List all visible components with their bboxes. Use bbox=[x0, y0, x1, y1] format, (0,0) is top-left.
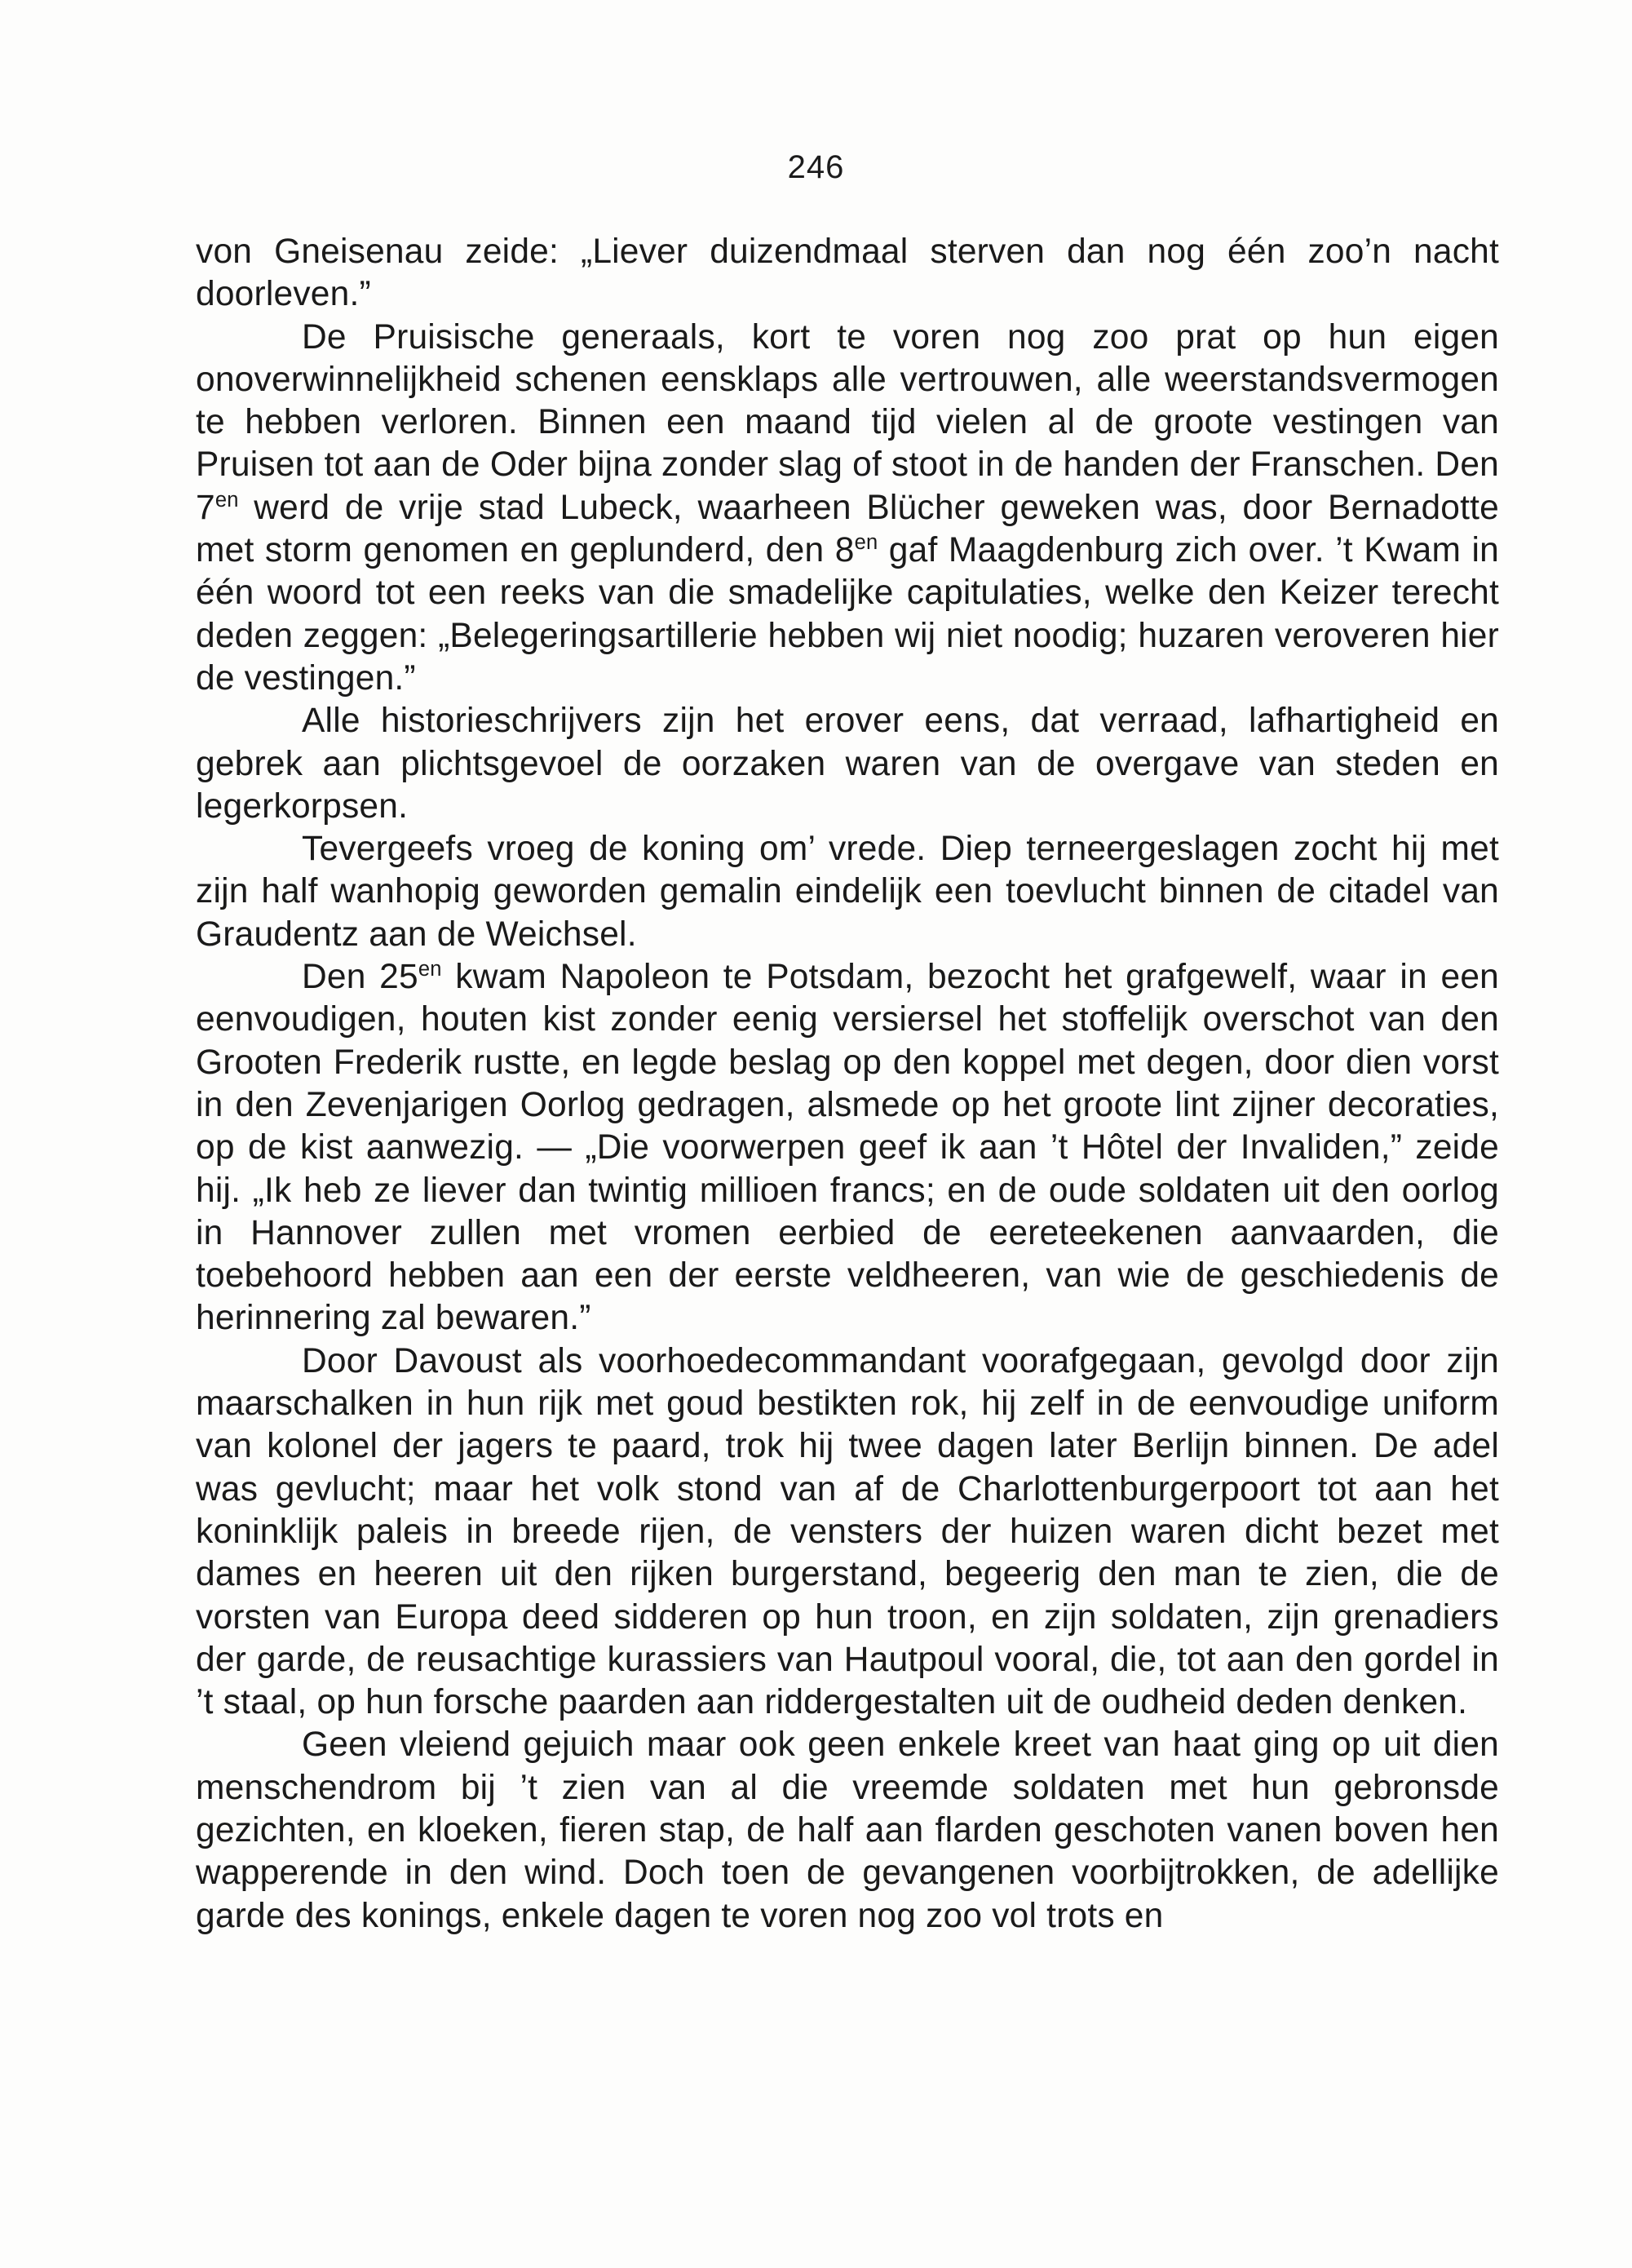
paragraph bbox=[196, 1340, 1499, 1725]
paragraph-text: Tevergeefs vroeg de koning om’ vrede. Diep terneergeslagen zocht hij met zijn half wanhopig geworden gemalin eindelijk een toevlucht binnen de citadel van Graudentz aan de Weichsel. bbox=[196, 830, 1499, 954]
paragraph-text: Alle historieschrijvers zijn het erover eens, dat verraad, lafhartigheid en gebrek aan plichtsgevoel de oorzaken waren van de overgave van steden en legerkorpsen. bbox=[196, 702, 1499, 826]
paragraph bbox=[196, 231, 1499, 317]
paragraph-text: Den 25 bbox=[302, 958, 418, 997]
body-text bbox=[196, 231, 1499, 1938]
paragraph bbox=[196, 700, 1499, 828]
paragraph-text: De Pruisische generaals, kort te voren nog zoo prat op hun eigen onoverwinnelijkheid schenen eensklaps alle vertrouwen, alle weerstandsvermogen te hebben verloren. Binnen een maand tijd vielen al de groote vestingen van Pruisen tot aan de Oder bijna zonder slag of stoot in de handen der Franschen. Den 7 bbox=[196, 317, 1499, 527]
paragraph bbox=[196, 956, 1499, 1340]
paragraph-text: Geen vleiend gejuich maar ook geen enkele kreet van haat ging op uit dien menschendrom bij ’t zien van al die vreemde soldaten met hun gebronsde gezichten, en kloeken, fieren stap, de half aan flarden geschoten vanen boven hen wapperende in den wind. Doch toen de gevangenen voorbijtrokken, de adellijke garde des konings, enkele dagen te voren nog zoo vol trots en bbox=[196, 1725, 1499, 1935]
paragraph bbox=[196, 828, 1499, 956]
paragraph bbox=[196, 1724, 1499, 1937]
page-number: 246 bbox=[787, 149, 845, 185]
paragraph-text: kwam Napoleon te Potsdam, bezocht het grafgewelf, waar in een eenvoudigen, houten kist zonder eenig versiersel het stoffelijk overschot van den Grooten Frederik rustte, en legde beslag op den koppel met degen, door dien vorst in den Zevenjarigen Oorlog gedragen, alsmede op het groote lint zijner decoraties, op de kist aanwezig. — „Die voorwerpen geef ik aan ’t Hôtel der Invaliden,” zeide hij. „Ik heb ze liever dan twintig millioen francs; en de oude soldaten uit den oorlog in Hannover zullen met vromen eerbied de eereteekenen aanvaarden, die toebehoord hebben aan een der eerste veldheeren, van wie de geschiedenis de herinnering zal bewaren.” bbox=[196, 958, 1499, 1338]
superscript-text: en bbox=[418, 957, 442, 981]
superscript-text: en bbox=[215, 488, 239, 512]
superscript-text: en bbox=[854, 530, 878, 554]
paragraph-text: gaf Maagdenburg zich over. ’t Kwam in één woord tot een reeks van die smadelijke capitulaties, welke den Keizer terecht deden zeggen: „Belegeringsartillerie hebben wij niet noodig; huzaren veroveren hier de vestingen.” bbox=[196, 531, 1499, 698]
paragraph-text: Door Davoust als voorhoedecommandant voorafgegaan, gevolgd door zijn maarschalken in hun rijk met goud bestikten rok, hij zelf in de eenvoudige uniform van kolonel der jagers te paard, trok hij twee dagen later Berlijn binnen. De adel was gevlucht; maar het volk stond van af de Charlottenburgerpoort tot aan het koninklijk paleis in breede rijen, de vensters der huizen waren dicht bezet met dames en heeren uit den rijken burgerstand, begeerig den man te zien, die de vorsten van Europa deed sidderen op hun troon, en zijn soldaten, zijn grenadiers der garde, de reusachtige kurassiers van Hautpoul vooral, die, tot aan den gordel in ’t staal, op hun forsche paarden aan riddergestalten uit de oudheid deden denken. bbox=[196, 1341, 1499, 1722]
paragraph-text: von Gneisenau zeide: „Liever duizendmaal sterven dan nog één zoo’n nacht doorleven.” bbox=[196, 233, 1499, 314]
paragraph bbox=[196, 317, 1499, 701]
paragraph-text: werd de vrije stad Lubeck, waarheen Blücher geweken was, door Bernadotte met storm genomen en geplunderd, den 8 bbox=[196, 488, 1499, 570]
